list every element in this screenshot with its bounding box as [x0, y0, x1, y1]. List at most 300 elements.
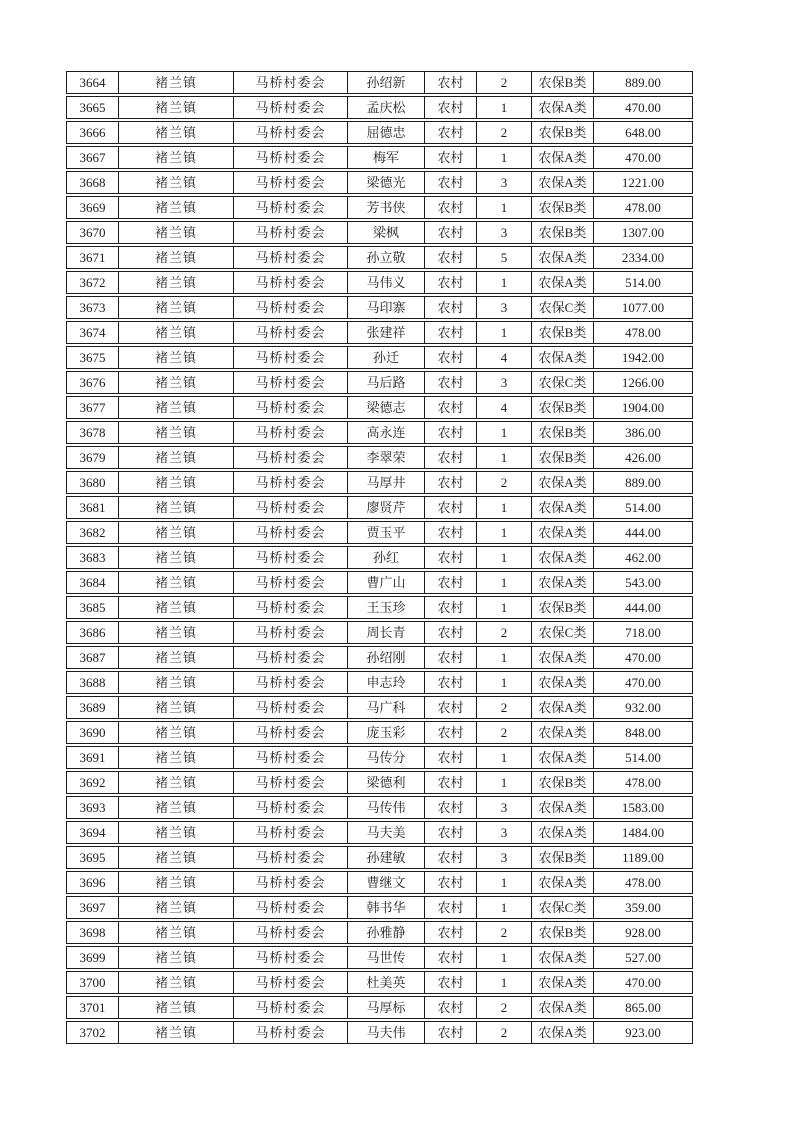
cell-serial: 3684 [67, 572, 119, 593]
cell-name: 马广科 [348, 697, 425, 718]
cell-count: 3 [477, 847, 532, 868]
table-row [66, 821, 693, 844]
cell-village: 马桥村委会 [234, 122, 348, 143]
roster-table [66, 71, 693, 1046]
cell-serial: 3692 [67, 772, 119, 793]
cell-residence: 农村 [425, 622, 477, 643]
table-row [66, 246, 693, 269]
cell-count: 2 [477, 622, 532, 643]
cell-count: 2 [477, 722, 532, 743]
cell-serial: 3690 [67, 722, 119, 743]
table-row [66, 671, 693, 694]
cell-category: 农保B类 [532, 197, 594, 218]
cell-count: 2 [477, 72, 532, 93]
cell-category: 农保A类 [532, 147, 594, 168]
cell-count: 1 [477, 947, 532, 968]
cell-category: 农保A类 [532, 972, 594, 993]
cell-name: 梁德光 [348, 172, 425, 193]
cell-category: 农保C类 [532, 297, 594, 318]
table-row [66, 71, 693, 94]
cell-residence: 农村 [425, 372, 477, 393]
cell-residence: 农村 [425, 647, 477, 668]
cell-count: 1 [477, 772, 532, 793]
cell-category: 农保A类 [532, 797, 594, 818]
cell-name: 庞玉彩 [348, 722, 425, 743]
table-row [66, 846, 693, 869]
cell-village: 马桥村委会 [234, 522, 348, 543]
cell-amount: 2334.00 [621, 250, 665, 265]
cell-amount: 478.00 [625, 325, 661, 340]
cell-name: 高永连 [348, 422, 425, 443]
cell-village: 马桥村委会 [234, 697, 348, 718]
cell-category: 农保A类 [532, 97, 594, 118]
cell-village: 马桥村委会 [234, 397, 348, 418]
cell-category: 农保B类 [532, 222, 594, 243]
cell-village: 马桥村委会 [234, 97, 348, 118]
cell-count: 1 [477, 897, 532, 918]
cell-name: 李翠荣 [348, 447, 425, 468]
cell-category: 农保A类 [532, 872, 594, 893]
cell-residence: 农村 [425, 597, 477, 618]
cell-amount: 470.00 [625, 650, 661, 665]
cell-category: 农保A类 [532, 697, 594, 718]
cell-category: 农保A类 [532, 672, 594, 693]
cell-name: 韩书华 [348, 897, 425, 918]
cell-village: 马桥村委会 [234, 272, 348, 293]
cell-village: 马桥村委会 [234, 972, 348, 993]
cell-village: 马桥村委会 [234, 147, 348, 168]
cell-count: 1 [477, 497, 532, 518]
cell-count: 3 [477, 372, 532, 393]
cell-amount: 527.00 [625, 950, 661, 965]
cell-village: 马桥村委会 [234, 872, 348, 893]
cell-count: 1 [477, 422, 532, 443]
table-row [66, 321, 693, 344]
table-row [66, 196, 693, 219]
cell-residence: 农村 [425, 822, 477, 843]
cell-town: 褚兰镇 [119, 447, 234, 468]
cell-category: 农保A类 [532, 347, 594, 368]
cell-name: 马厚井 [348, 472, 425, 493]
cell-category: 农保C类 [532, 897, 594, 918]
cell-name: 梁德志 [348, 397, 425, 418]
cell-residence: 农村 [425, 997, 477, 1018]
cell-residence: 农村 [425, 947, 477, 968]
cell-residence: 农村 [425, 922, 477, 943]
cell-amount: 470.00 [625, 150, 661, 165]
cell-name: 周长青 [348, 622, 425, 643]
table-row [66, 771, 693, 794]
cell-amount: 648.00 [625, 125, 661, 140]
cell-category: 农保B类 [532, 597, 594, 618]
cell-amount: 718.00 [625, 625, 661, 640]
cell-serial: 3699 [67, 947, 119, 968]
table-row [66, 146, 693, 169]
cell-town: 褚兰镇 [119, 297, 234, 318]
cell-town: 褚兰镇 [119, 572, 234, 593]
table-row [66, 221, 693, 244]
cell-town: 褚兰镇 [119, 922, 234, 943]
cell-amount: 1942.00 [621, 350, 665, 365]
cell-village: 马桥村委会 [234, 897, 348, 918]
cell-serial: 3664 [67, 72, 119, 93]
table-row [66, 471, 693, 494]
cell-village: 马桥村委会 [234, 647, 348, 668]
cell-count: 2 [477, 997, 532, 1018]
cell-serial: 3683 [67, 547, 119, 568]
cell-village: 马桥村委会 [234, 747, 348, 768]
cell-category: 农保A类 [532, 747, 594, 768]
cell-category: 农保A类 [532, 522, 594, 543]
cell-category: 农保B类 [532, 122, 594, 143]
cell-town: 褚兰镇 [119, 547, 234, 568]
cell-name: 梁德利 [348, 772, 425, 793]
cell-town: 褚兰镇 [119, 597, 234, 618]
cell-town: 褚兰镇 [119, 397, 234, 418]
table-row [66, 921, 693, 944]
cell-town: 褚兰镇 [119, 122, 234, 143]
cell-name: 梅军 [348, 147, 425, 168]
cell-serial: 3685 [67, 597, 119, 618]
cell-category: 农保B类 [532, 772, 594, 793]
table-row [66, 946, 693, 969]
table-row [66, 496, 693, 519]
table-row [66, 571, 693, 594]
cell-name: 芳书侠 [348, 197, 425, 218]
cell-serial: 3680 [67, 472, 119, 493]
cell-village: 马桥村委会 [234, 997, 348, 1018]
cell-amount: 865.00 [625, 1000, 661, 1015]
cell-residence: 农村 [425, 872, 477, 893]
cell-town: 褚兰镇 [119, 872, 234, 893]
table-row [66, 296, 693, 319]
cell-village: 马桥村委会 [234, 197, 348, 218]
cell-count: 4 [477, 397, 532, 418]
cell-village: 马桥村委会 [234, 372, 348, 393]
cell-amount: 444.00 [625, 600, 661, 615]
cell-village: 马桥村委会 [234, 947, 348, 968]
cell-village: 马桥村委会 [234, 1022, 348, 1043]
cell-category: 农保B类 [532, 922, 594, 943]
cell-serial: 3665 [67, 97, 119, 118]
cell-serial: 3701 [67, 997, 119, 1018]
cell-residence: 农村 [425, 147, 477, 168]
cell-count: 1 [477, 672, 532, 693]
cell-residence: 农村 [425, 472, 477, 493]
cell-residence: 农村 [425, 322, 477, 343]
cell-town: 褚兰镇 [119, 497, 234, 518]
cell-serial: 3696 [67, 872, 119, 893]
cell-name: 马传伟 [348, 797, 425, 818]
cell-residence: 农村 [425, 522, 477, 543]
cell-serial: 3698 [67, 922, 119, 943]
cell-category: 农保A类 [532, 997, 594, 1018]
table-row [66, 621, 693, 644]
cell-village: 马桥村委会 [234, 572, 348, 593]
cell-residence: 农村 [425, 772, 477, 793]
cell-name: 马传分 [348, 747, 425, 768]
cell-residence: 农村 [425, 247, 477, 268]
cell-serial: 3677 [67, 397, 119, 418]
cell-amount: 1189.00 [622, 850, 664, 865]
cell-count: 1 [477, 747, 532, 768]
cell-village: 马桥村委会 [234, 672, 348, 693]
cell-name: 马夫伟 [348, 1022, 425, 1043]
cell-serial: 3702 [67, 1022, 119, 1043]
cell-town: 褚兰镇 [119, 972, 234, 993]
cell-count: 1 [477, 322, 532, 343]
cell-count: 1 [477, 547, 532, 568]
cell-residence: 农村 [425, 697, 477, 718]
cell-residence: 农村 [425, 722, 477, 743]
cell-amount: 928.00 [625, 925, 661, 940]
cell-town: 褚兰镇 [119, 422, 234, 443]
cell-village: 马桥村委会 [234, 547, 348, 568]
cell-serial: 3669 [67, 197, 119, 218]
cell-count: 1 [477, 522, 532, 543]
cell-name: 孙雅静 [348, 922, 425, 943]
table-row [66, 796, 693, 819]
cell-name: 贾玉平 [348, 522, 425, 543]
cell-town: 褚兰镇 [119, 897, 234, 918]
cell-village: 马桥村委会 [234, 797, 348, 818]
cell-village: 马桥村委会 [234, 622, 348, 643]
cell-count: 1 [477, 447, 532, 468]
cell-name: 孙建敏 [348, 847, 425, 868]
cell-count: 2 [477, 922, 532, 943]
cell-town: 褚兰镇 [119, 847, 234, 868]
cell-count: 1 [477, 597, 532, 618]
cell-village: 马桥村委会 [234, 72, 348, 93]
cell-amount: 462.00 [625, 550, 661, 565]
table-row [66, 421, 693, 444]
cell-category: 农保A类 [532, 472, 594, 493]
cell-category: 农保A类 [532, 647, 594, 668]
cell-count: 1 [477, 97, 532, 118]
cell-category: 农保B类 [532, 397, 594, 418]
cell-count: 1 [477, 647, 532, 668]
cell-name: 王玉珍 [348, 597, 425, 618]
cell-residence: 农村 [425, 97, 477, 118]
cell-category: 农保B类 [532, 847, 594, 868]
cell-name: 梁枫 [348, 222, 425, 243]
cell-amount: 426.00 [625, 450, 661, 465]
cell-count: 5 [477, 247, 532, 268]
table-row [66, 721, 693, 744]
cell-town: 褚兰镇 [119, 222, 234, 243]
cell-count: 1 [477, 147, 532, 168]
cell-amount: 386.00 [625, 425, 661, 440]
cell-name: 曹广山 [348, 572, 425, 593]
cell-serial: 3700 [67, 972, 119, 993]
cell-serial: 3679 [67, 447, 119, 468]
cell-name: 马伟义 [348, 272, 425, 293]
cell-town: 褚兰镇 [119, 772, 234, 793]
cell-residence: 农村 [425, 1022, 477, 1043]
cell-village: 马桥村委会 [234, 822, 348, 843]
cell-amount: 470.00 [625, 975, 661, 990]
cell-name: 孙立敬 [348, 247, 425, 268]
cell-category: 农保A类 [532, 722, 594, 743]
cell-amount: 470.00 [625, 100, 661, 115]
table-row [66, 596, 693, 619]
cell-serial: 3693 [67, 797, 119, 818]
cell-amount: 359.00 [625, 900, 661, 915]
cell-village: 马桥村委会 [234, 722, 348, 743]
cell-village: 马桥村委会 [234, 222, 348, 243]
cell-category: 农保C类 [532, 372, 594, 393]
cell-village: 马桥村委会 [234, 347, 348, 368]
cell-village: 马桥村委会 [234, 772, 348, 793]
cell-count: 2 [477, 122, 532, 143]
cell-town: 褚兰镇 [119, 997, 234, 1018]
cell-name: 张建祥 [348, 322, 425, 343]
cell-serial: 3671 [67, 247, 119, 268]
cell-town: 褚兰镇 [119, 822, 234, 843]
cell-residence: 农村 [425, 422, 477, 443]
cell-amount: 848.00 [625, 725, 661, 740]
cell-residence: 农村 [425, 122, 477, 143]
cell-name: 屈德忠 [348, 122, 425, 143]
cell-village: 马桥村委会 [234, 847, 348, 868]
cell-residence: 农村 [425, 847, 477, 868]
table-row [66, 446, 693, 469]
cell-amount: 1904.00 [621, 400, 665, 415]
cell-amount: 444.00 [625, 525, 661, 540]
cell-village: 马桥村委会 [234, 247, 348, 268]
cell-residence: 农村 [425, 197, 477, 218]
cell-count: 3 [477, 797, 532, 818]
table-row [66, 1021, 693, 1044]
cell-name: 马夫美 [348, 822, 425, 843]
cell-village: 马桥村委会 [234, 447, 348, 468]
cell-count: 1 [477, 572, 532, 593]
cell-count: 2 [477, 472, 532, 493]
cell-category: 农保B类 [532, 72, 594, 93]
cell-amount: 1077.00 [621, 300, 665, 315]
cell-town: 褚兰镇 [119, 647, 234, 668]
table-row [66, 271, 693, 294]
cell-town: 褚兰镇 [119, 472, 234, 493]
cell-name: 孙绍新 [348, 72, 425, 93]
cell-count: 3 [477, 822, 532, 843]
cell-category: 农保A类 [532, 247, 594, 268]
cell-category: 农保A类 [532, 822, 594, 843]
table-body [66, 71, 693, 1044]
cell-town: 褚兰镇 [119, 672, 234, 693]
cell-name: 马后路 [348, 372, 425, 393]
cell-serial: 3678 [67, 422, 119, 443]
cell-count: 1 [477, 272, 532, 293]
cell-village: 马桥村委会 [234, 472, 348, 493]
cell-residence: 农村 [425, 72, 477, 93]
cell-town: 褚兰镇 [119, 797, 234, 818]
cell-category: 农保B类 [532, 422, 594, 443]
cell-amount: 889.00 [625, 475, 661, 490]
cell-town: 褚兰镇 [119, 522, 234, 543]
cell-residence: 农村 [425, 797, 477, 818]
cell-residence: 农村 [425, 222, 477, 243]
table-row [66, 371, 693, 394]
cell-category: 农保A类 [532, 497, 594, 518]
cell-serial: 3689 [67, 697, 119, 718]
cell-village: 马桥村委会 [234, 497, 348, 518]
cell-residence: 农村 [425, 447, 477, 468]
cell-count: 4 [477, 347, 532, 368]
cell-name: 申志玲 [348, 672, 425, 693]
cell-name: 孙迁 [348, 347, 425, 368]
cell-count: 3 [477, 172, 532, 193]
cell-name: 马世传 [348, 947, 425, 968]
cell-count: 2 [477, 1022, 532, 1043]
cell-serial: 3691 [67, 747, 119, 768]
cell-residence: 农村 [425, 972, 477, 993]
cell-residence: 农村 [425, 672, 477, 693]
cell-count: 3 [477, 222, 532, 243]
cell-amount: 478.00 [625, 200, 661, 215]
cell-serial: 3670 [67, 222, 119, 243]
cell-amount: 1266.00 [621, 375, 665, 390]
cell-residence: 农村 [425, 497, 477, 518]
cell-town: 褚兰镇 [119, 947, 234, 968]
table-row [66, 96, 693, 119]
cell-count: 3 [477, 297, 532, 318]
cell-name: 马厚标 [348, 997, 425, 1018]
cell-serial: 3676 [67, 372, 119, 393]
cell-residence: 农村 [425, 272, 477, 293]
cell-category: 农保C类 [532, 622, 594, 643]
cell-serial: 3667 [67, 147, 119, 168]
cell-amount: 932.00 [625, 700, 661, 715]
cell-town: 褚兰镇 [119, 1022, 234, 1043]
cell-residence: 农村 [425, 397, 477, 418]
cell-category: 农保B类 [532, 322, 594, 343]
table-row [66, 521, 693, 544]
cell-amount: 543.00 [625, 575, 661, 590]
cell-category: 农保A类 [532, 172, 594, 193]
cell-serial: 3681 [67, 497, 119, 518]
cell-residence: 农村 [425, 747, 477, 768]
cell-count: 1 [477, 197, 532, 218]
table-row [66, 171, 693, 194]
cell-amount: 889.00 [625, 75, 661, 90]
cell-town: 褚兰镇 [119, 272, 234, 293]
cell-town: 褚兰镇 [119, 622, 234, 643]
cell-amount: 1484.00 [621, 825, 665, 840]
cell-count: 1 [477, 872, 532, 893]
cell-serial: 3672 [67, 272, 119, 293]
cell-amount: 1583.00 [621, 800, 665, 815]
cell-name: 孙红 [348, 547, 425, 568]
cell-village: 马桥村委会 [234, 172, 348, 193]
cell-serial: 3687 [67, 647, 119, 668]
cell-name: 杜美英 [348, 972, 425, 993]
cell-name: 廖贤芹 [348, 497, 425, 518]
table-row [66, 971, 693, 994]
table-row [66, 396, 693, 419]
cell-amount: 514.00 [625, 275, 661, 290]
cell-town: 褚兰镇 [119, 172, 234, 193]
cell-amount: 478.00 [625, 875, 661, 890]
cell-town: 褚兰镇 [119, 97, 234, 118]
table-row [66, 746, 693, 769]
cell-town: 褚兰镇 [119, 372, 234, 393]
table-row [66, 121, 693, 144]
cell-category: 农保A类 [532, 1022, 594, 1043]
cell-residence: 农村 [425, 347, 477, 368]
cell-serial: 3675 [67, 347, 119, 368]
cell-village: 马桥村委会 [234, 297, 348, 318]
